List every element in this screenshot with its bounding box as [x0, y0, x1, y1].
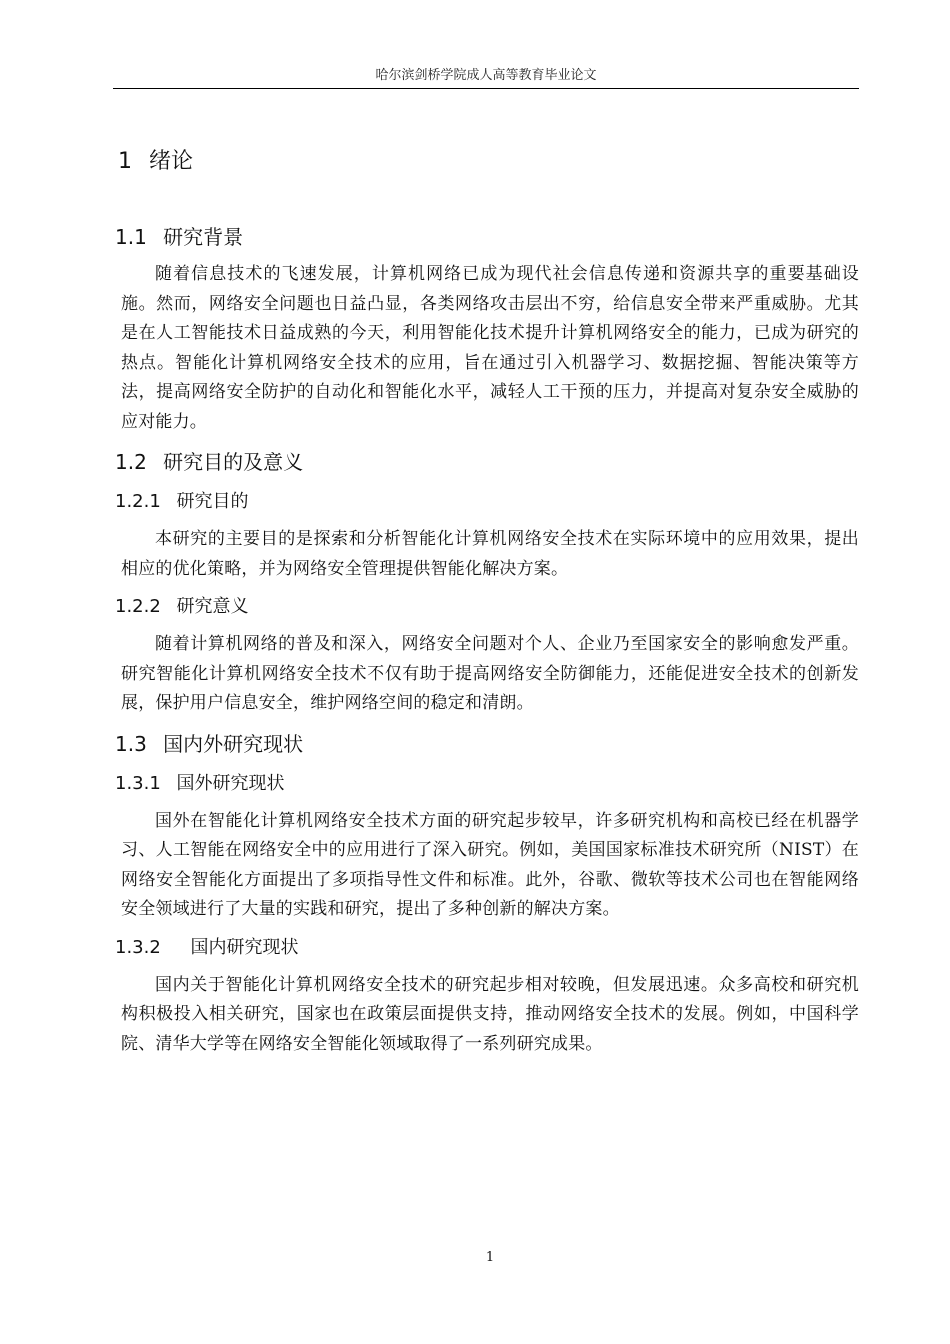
chapter-title: 绪论	[149, 149, 194, 174]
subsection-heading-1-3-2	[115, 931, 859, 965]
subsection-title: 国内研究现状	[190, 936, 299, 958]
section-number: 1.1	[115, 225, 147, 249]
subsection-heading-1-3-1	[115, 767, 859, 801]
page-number: 1	[485, 1250, 495, 1265]
section-heading-1-1	[115, 218, 859, 256]
section-heading-1-3	[115, 725, 859, 763]
paragraph-research-background: 随着信息技术的飞速发展，计算机网络已成为现代社会信息传递和资源共享的重要基础设施。然而，网络安全问题也日益凸显，各类网络攻击层出不穷，给信息安全带来严重威胁。尤其是在人工智能技术日益成熟的今天，利用智能化技术提升计算机网络安全的能力，已成为研究的热点。智能化计算机网络安全技术的应用，旨在通过引入机器学习、数据挖掘、智能决策等方法，提高网络安全防护的自动化和智能化水平，减轻人工干预的压力，并提高对复杂安全威胁的应对能力。	[121, 264, 859, 432]
paragraph-domestic-research: 国内关于智能化计算机网络安全技术的研究起步相对较晚，但发展迅速。众多高校和研究机构积极投入相关研究，国家也在政策层面提供支持，推动网络安全技术的发展。例如，中国科学院、清华大学等在网络安全智能化领域取得了一系列研究成果。	[121, 974, 859, 1054]
section-heading-1-2	[115, 443, 859, 481]
section-title: 研究背景	[163, 225, 244, 249]
subsection-number: 1.3.1	[115, 772, 161, 794]
subsection-heading-1-2-1	[115, 485, 859, 519]
subsection-title: 研究意义	[176, 596, 249, 617]
chapter-number: 1	[118, 149, 132, 174]
subsection-number: 1.3.2	[115, 936, 161, 958]
section-number: 1.2	[115, 450, 147, 474]
subsection-number: 1.2.2	[115, 596, 161, 617]
header-rule	[113, 88, 859, 89]
chapter-heading	[118, 142, 859, 182]
running-header: 哈尔滨剑桥学院成人高等教育毕业论文	[375, 68, 597, 83]
paragraph-research-purpose: 本研究的主要目的是探索和分析智能化计算机网络安全技术在实际环境中的应用效果，提出相应的优化策略，并为网络安全管理提供智能化解决方案。	[121, 529, 859, 579]
subsection-title: 研究目的	[176, 491, 249, 512]
subsection-heading-1-2-2	[115, 590, 859, 624]
subsection-title: 国外研究现状	[176, 772, 285, 794]
paragraph-research-significance: 随着计算机网络的普及和深入，网络安全问题对个人、企业乃至国家安全的影响愈发严重。研究智能化计算机网络安全技术不仅有助于提高网络安全防御能力，还能促进安全技术的创新发展，保护用户信息安全，维护网络空间的稳定和清朗。	[121, 634, 859, 713]
subsection-number: 1.2.1	[115, 491, 161, 512]
paragraph-foreign-research: 国外在智能化计算机网络安全技术方面的研究起步较早，许多研究机构和高校已经在机器学习、人工智能在网络安全中的应用进行了深入研究。例如，美国国家标准技术研究所（NIST）在网络安全智能化方面提出了多项指导性文件和标准。此外，谷歌、微软等技术公司也在智能网络安全领域进行了大量的实践和研究，提出了多种创新的解决方案。	[121, 810, 859, 919]
section-title: 研究目的及意义	[163, 450, 304, 474]
section-title: 国内外研究现状	[163, 731, 304, 756]
page-body	[115, 142, 859, 1065]
section-number: 1.3	[115, 731, 147, 756]
